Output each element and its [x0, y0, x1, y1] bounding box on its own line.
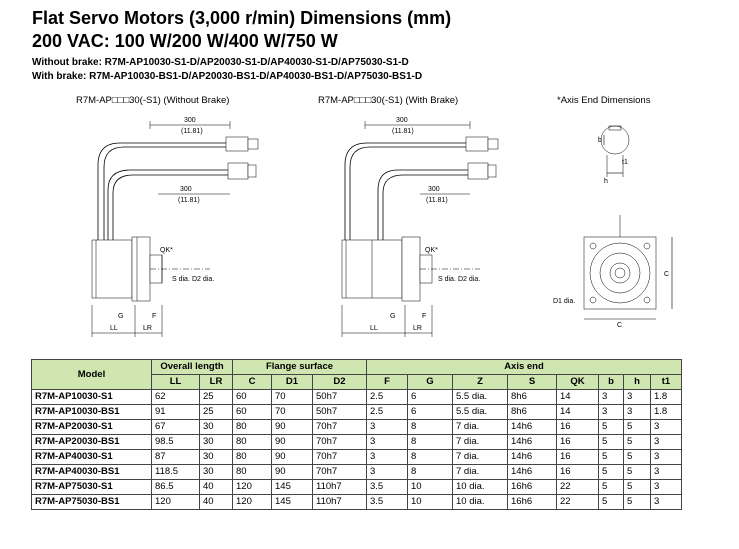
model-cell: R7M-AP40030-S1 [32, 450, 152, 465]
cell-ll: 118.5 [152, 465, 200, 480]
cell-d2: 70h7 [313, 465, 367, 480]
cell-t1: 3 [651, 465, 682, 480]
qk-label-2: QK* [425, 247, 438, 254]
diagram-caption-with-brake: R7M-AP□□□30(-S1) (With Brake) [318, 95, 459, 106]
cell-f: 3.5 [367, 480, 408, 495]
motor-drawing-without-brake [92, 117, 258, 337]
f-label: F [152, 313, 157, 320]
cell-d1: 70 [272, 405, 313, 420]
cell-ll: 91 [152, 405, 200, 420]
cell-g: 8 [408, 435, 453, 450]
cell-g: 8 [408, 420, 453, 435]
cell-ll: 87 [152, 450, 200, 465]
cell-b: 3 [599, 405, 624, 420]
table-body [32, 390, 682, 510]
cell-c: 120 [233, 480, 272, 495]
cell-c: 80 [233, 435, 272, 450]
g-label: G [118, 313, 124, 320]
cell-z: 7 dia. [453, 435, 508, 450]
model-cell: R7M-AP75030-S1 [32, 480, 152, 495]
axis-end-drawing [553, 126, 672, 329]
cell-d1: 90 [272, 420, 313, 435]
lr-label: LR [143, 325, 152, 332]
cell-s: 8h6 [508, 390, 557, 405]
column-header-d1: D1 [272, 375, 313, 390]
cell-s: 14h6 [508, 450, 557, 465]
cell-z: 7 dia. [453, 420, 508, 435]
with-brake-models: With brake: R7M-AP10030-BS1-D/AP20030-BS1-D/AP40030-BS1-D/AP75030-BS1-D [32, 71, 423, 82]
dimension-drawing [0, 105, 739, 355]
cell-g: 8 [408, 465, 453, 480]
column-header-f: F [367, 375, 408, 390]
f-label-2: F [422, 313, 427, 320]
cell-f: 3 [367, 465, 408, 480]
model-cell: R7M-AP20030-S1 [32, 420, 152, 435]
cell-ll: 98.5 [152, 435, 200, 450]
cell-qk: 14 [557, 390, 599, 405]
s-dia-label: S dia. [172, 276, 190, 283]
diagram-caption-without-brake: R7M-AP□□□30(-S1) (Without Brake) [76, 95, 230, 106]
cell-lr: 30 [200, 465, 233, 480]
cell-lr: 25 [200, 405, 233, 420]
len300-inch-label: (11.81) [181, 128, 203, 135]
cell-d1: 90 [272, 465, 313, 480]
cell-b: 5 [599, 450, 624, 465]
column-header-qk: QK [557, 375, 599, 390]
len300-inch-label-3: (11.81) [392, 128, 414, 135]
cell-g: 10 [408, 495, 453, 510]
cell-t1: 3 [651, 435, 682, 450]
column-header-g: G [408, 375, 453, 390]
cell-h: 5 [624, 465, 651, 480]
column-header-lr: LR [200, 375, 233, 390]
table-row [32, 480, 682, 495]
cell-lr: 30 [200, 450, 233, 465]
cell-c: 120 [233, 495, 272, 510]
cell-ll: 67 [152, 420, 200, 435]
s-dia-label-2: S dia. [438, 276, 456, 283]
cell-f: 2.5 [367, 405, 408, 420]
b-label: b [598, 137, 602, 144]
cell-lr: 30 [200, 420, 233, 435]
dimensions-table [31, 359, 682, 510]
cell-qk: 22 [557, 495, 599, 510]
cell-g: 6 [408, 405, 453, 420]
cell-t1: 3 [651, 480, 682, 495]
cell-d1: 90 [272, 435, 313, 450]
cell-c: 80 [233, 450, 272, 465]
cell-z: 10 dia. [453, 495, 508, 510]
cell-ll: 86.5 [152, 480, 200, 495]
ll-label: LL [110, 325, 118, 332]
column-header-h: h [624, 375, 651, 390]
cell-lr: 25 [200, 390, 233, 405]
cell-s: 8h6 [508, 405, 557, 420]
model-cell: R7M-AP10030-BS1 [32, 405, 152, 420]
model-cell: R7M-AP20030-BS1 [32, 435, 152, 450]
cell-b: 5 [599, 465, 624, 480]
cell-d2: 50h7 [313, 390, 367, 405]
without-brake-models: Without brake: R7M-AP10030-S1-D/AP20030-S1-D/AP40030-S1-D/AP75030-S1-D [32, 57, 409, 68]
cell-s: 16h6 [508, 480, 557, 495]
page-title: Flat Servo Motors (3,000 r/min) Dimensions (mm) [32, 8, 452, 28]
cell-f: 2.5 [367, 390, 408, 405]
d2-dia-label: D2 dia. [192, 276, 215, 283]
cell-t1: 3 [651, 420, 682, 435]
cell-c: 80 [233, 465, 272, 480]
cell-z: 7 dia. [453, 450, 508, 465]
len300-inch-label-2: (11.81) [178, 197, 200, 204]
cell-d2: 70h7 [313, 420, 367, 435]
table-row [32, 435, 682, 450]
table-row [32, 465, 682, 480]
header-axis-end: Axis end [367, 360, 682, 375]
cell-d1: 90 [272, 450, 313, 465]
cell-b: 5 [599, 435, 624, 450]
header-flange-surface: Flange surface [233, 360, 367, 375]
cell-h: 5 [624, 450, 651, 465]
cell-h: 5 [624, 435, 651, 450]
cell-d2: 110h7 [313, 480, 367, 495]
cell-c: 80 [233, 420, 272, 435]
cell-d2: 70h7 [313, 450, 367, 465]
cell-d1: 70 [272, 390, 313, 405]
page-subtitle: 200 VAC: 100 W/200 W/400 W/750 W [32, 31, 338, 51]
qk-label: QK* [160, 247, 173, 254]
cell-lr: 40 [200, 480, 233, 495]
cell-g: 8 [408, 450, 453, 465]
column-header-c: C [233, 375, 272, 390]
header-model: Model [32, 360, 152, 390]
cell-b: 5 [599, 480, 624, 495]
cell-z: 5.5 dia. [453, 390, 508, 405]
motor-drawing-with-brake [342, 117, 498, 337]
g-label-2: G [390, 313, 396, 320]
cell-b: 3 [599, 390, 624, 405]
cell-b: 5 [599, 495, 624, 510]
d1-dia-label: D1 dia. [553, 298, 576, 305]
model-cell: R7M-AP10030-S1 [32, 390, 152, 405]
cell-qk: 22 [557, 480, 599, 495]
cell-qk: 16 [557, 450, 599, 465]
cell-h: 3 [624, 405, 651, 420]
cell-d2: 70h7 [313, 435, 367, 450]
cell-g: 6 [408, 390, 453, 405]
cell-z: 7 dia. [453, 465, 508, 480]
table-row [32, 390, 682, 405]
cell-t1: 1.8 [651, 405, 682, 420]
len300-label: 300 [184, 117, 196, 124]
cell-h: 5 [624, 480, 651, 495]
cell-ll: 62 [152, 390, 200, 405]
column-header-z: Z [453, 375, 508, 390]
table-row [32, 405, 682, 420]
cell-h: 5 [624, 495, 651, 510]
header-overall-length: Overall length [152, 360, 233, 375]
len300-label-3: 300 [396, 117, 408, 124]
cell-c: 60 [233, 390, 272, 405]
cell-t1: 3 [651, 495, 682, 510]
cell-qk: 16 [557, 435, 599, 450]
c-label-vertical: C [664, 271, 670, 278]
column-header-b: b [599, 375, 624, 390]
cell-d2: 110h7 [313, 495, 367, 510]
cell-s: 14h6 [508, 420, 557, 435]
model-cell: R7M-AP40030-BS1 [32, 465, 152, 480]
cell-qk: 16 [557, 420, 599, 435]
column-header-t1: t1 [651, 375, 682, 390]
column-header-d2: D2 [313, 375, 367, 390]
cell-qk: 16 [557, 465, 599, 480]
table-row [32, 450, 682, 465]
column-header-ll: LL [152, 375, 200, 390]
ll-label-2: LL [370, 325, 378, 332]
lr-label-2: LR [413, 325, 422, 332]
cell-z: 10 dia. [453, 480, 508, 495]
column-header-s: S [508, 375, 557, 390]
d2-dia-label-2: D2 dia. [458, 276, 481, 283]
cell-f: 3 [367, 420, 408, 435]
cell-b: 5 [599, 420, 624, 435]
cell-d1: 145 [272, 495, 313, 510]
cell-t1: 3 [651, 450, 682, 465]
c-label-horizontal: C [617, 322, 623, 329]
table-row [32, 420, 682, 435]
cell-d2: 50h7 [313, 405, 367, 420]
cell-c: 60 [233, 405, 272, 420]
h-label: h [604, 178, 608, 185]
cell-g: 10 [408, 480, 453, 495]
table-row [32, 495, 682, 510]
cell-ll: 120 [152, 495, 200, 510]
t1-label: t1 [622, 159, 628, 166]
len300-inch-label-4: (11.81) [426, 197, 448, 204]
cell-lr: 30 [200, 435, 233, 450]
cell-lr: 40 [200, 495, 233, 510]
model-cell: R7M-AP75030-BS1 [32, 495, 152, 510]
cell-t1: 1.8 [651, 390, 682, 405]
cell-s: 14h6 [508, 435, 557, 450]
cell-s: 16h6 [508, 495, 557, 510]
cell-h: 5 [624, 420, 651, 435]
len300-label-2: 300 [180, 186, 192, 193]
cell-z: 5.5 dia. [453, 405, 508, 420]
cell-f: 3.5 [367, 495, 408, 510]
diagram-caption-axis-end: *Axis End Dimensions [557, 95, 651, 106]
cell-f: 3 [367, 450, 408, 465]
cell-f: 3 [367, 435, 408, 450]
cell-s: 14h6 [508, 465, 557, 480]
cell-h: 3 [624, 390, 651, 405]
len300-label-4: 300 [428, 186, 440, 193]
cell-qk: 14 [557, 405, 599, 420]
cell-d1: 145 [272, 480, 313, 495]
